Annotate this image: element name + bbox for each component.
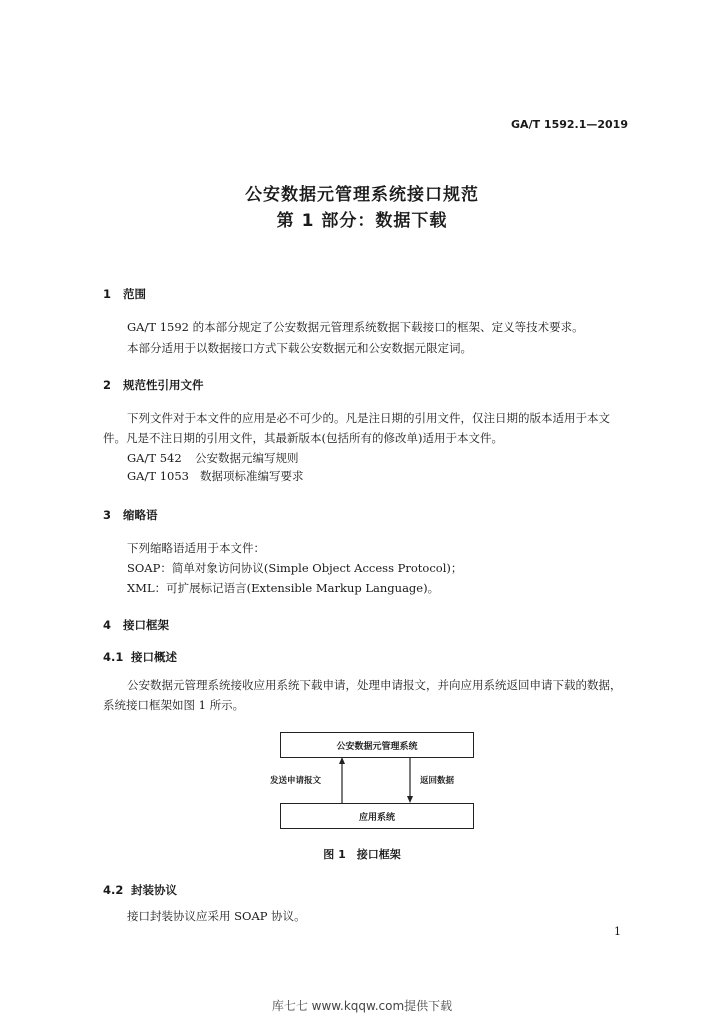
reference-item xyxy=(127,467,304,486)
section-title: 接口概述 xyxy=(131,650,177,664)
section-title: 缩略语 xyxy=(123,508,158,522)
section-2-paragraph-line2: 件。凡是不注日期的引用文件，其最新版本(包括所有的修改单)适用于本文件。 xyxy=(103,431,503,445)
section-title: 范围 xyxy=(123,287,146,301)
section-number: 2 xyxy=(103,378,112,392)
section-4-1-paragraph-line1: 公安数据元管理系统接收应用系统下载申请，处理申请报文，并向应用系统返回申请下载的数据， xyxy=(127,678,622,692)
section-title: 规范性引用文件 xyxy=(123,378,204,392)
section-1-paragraph-2: 本部分适用于以数据接口方式下载公安数据元和公安数据元限定词。 xyxy=(127,341,472,355)
section-2-paragraph-line1: 下列文件对于本文件的应用是必不可少的。凡是注日期的引用文件，仅注日期的版本适用于本文 xyxy=(127,411,610,425)
reference-title: 公安数据元编写规则 xyxy=(195,451,299,465)
diagram-box-top: 公安数据元管理系统 xyxy=(280,732,474,758)
label-send-request: 发送申请报文 xyxy=(270,776,322,786)
section-4-1-heading xyxy=(103,649,177,665)
section-title: 封装协议 xyxy=(131,883,177,897)
abbreviation-xml: XML：可扩展标记语言(Extensible Markup Language)。 xyxy=(127,581,440,595)
section-number: 4.2 xyxy=(103,883,124,897)
section-1-heading xyxy=(103,286,146,302)
section-4-heading xyxy=(103,617,169,633)
page-number: 1 xyxy=(614,925,621,938)
section-3-heading xyxy=(103,507,158,523)
section-number: 1 xyxy=(103,287,112,301)
arrow-down-head xyxy=(407,796,413,803)
reference-code: GA/T 1053 xyxy=(127,469,189,483)
diagram-box-bottom: 应用系统 xyxy=(280,803,474,829)
document-title-line2: 第 1 部分：数据下载 xyxy=(276,211,448,231)
section-number: 3 xyxy=(103,508,112,522)
section-number: 4.1 xyxy=(103,650,124,664)
section-1-paragraph-1: GA/T 1592 的本部分规定了公安数据元管理系统数据下载接口的框架、定义等技术要求。 xyxy=(127,320,584,334)
reference-item xyxy=(127,449,299,468)
section-number: 4 xyxy=(103,618,112,632)
download-watermark-footer: 库七七 www.kqqw.com提供下载 xyxy=(271,999,453,1013)
standard-code: GA/T 1592.1—2019 xyxy=(511,118,628,131)
section-3-intro: 下列缩略语适用于本文件： xyxy=(127,541,265,555)
section-4-2-paragraph: 接口封装协议应采用 SOAP 协议。 xyxy=(127,909,306,923)
label-return-data: 返回数据 xyxy=(420,776,455,786)
section-title: 接口框架 xyxy=(123,618,169,632)
figure-caption: 图 1 接口框架 xyxy=(323,848,401,861)
section-4-2-heading xyxy=(103,882,177,898)
reference-code: GA/T 542 xyxy=(127,451,182,465)
section-4-1-paragraph-line2: 系统接口框架如图 1 所示。 xyxy=(103,698,245,712)
document-title-line1: 公安数据元管理系统接口规范 xyxy=(245,185,479,205)
section-2-heading xyxy=(103,377,204,393)
arrow-up-head xyxy=(339,757,345,764)
abbreviation-soap: SOAP：简单对象访问协议(Simple Object Access Protocol)； xyxy=(127,561,463,575)
reference-title: 数据项标准编写要求 xyxy=(200,469,304,483)
